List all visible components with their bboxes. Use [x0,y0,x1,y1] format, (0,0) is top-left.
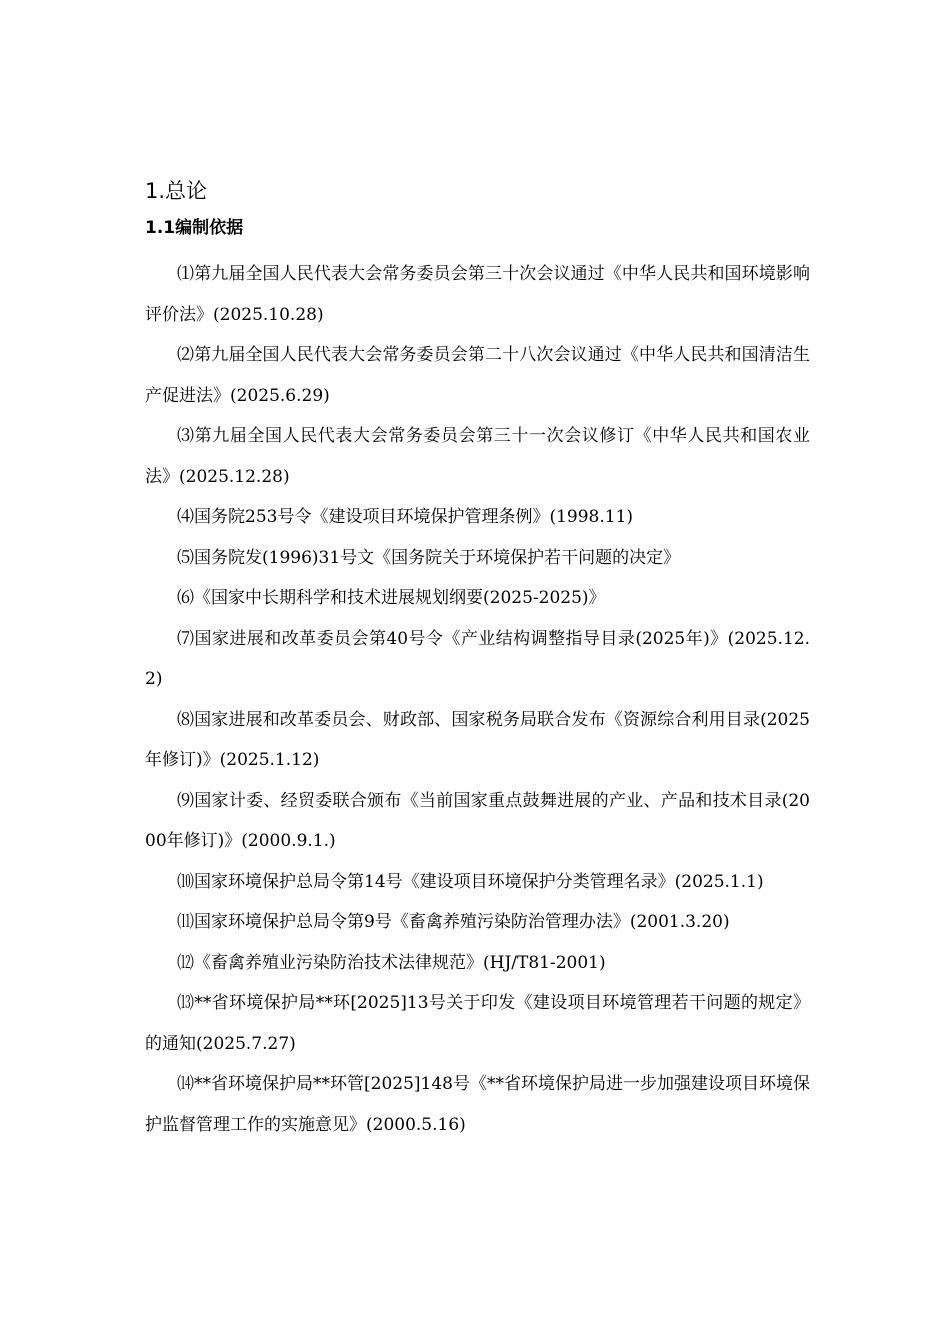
basis-item: ⒀**省环境保护局**环[2025]13号关于印发《建设项目环境管理若干问题的规定》的通知(2025.7.27) [145,993,810,1054]
basis-item: ⒁**省环境保护局**环管[2025]148号《**省环境保护局进一步加强建设项目环境保护监督管理工作的实施意见》(2000.5.16) [145,1074,810,1135]
subsection-heading: 1.1编制依据 [145,218,244,238]
section-heading: 1.总论 [145,179,208,203]
basis-item: ⑿《畜禽养殖业污染防治技术法律规范》(HJ/T81-2001) [177,952,606,973]
basis-item: ⑾国家环境保护总局令第9号《畜禽养殖污染防治管理办法》(2001.3.20) [177,912,730,932]
basis-item: ⑷国务院253号令《建设项目环境保护管理条例》(1998.11) [177,507,634,527]
basis-item: ⑻国家进展和改革委员会、财政部、国家税务局联合发布《资源综合利用目录(2025年修订)》(2025.1.12) [145,709,810,770]
basis-item: ⑴第九届全国人民代表大会常务委员会第三十次会议通过《中华人民共和国环境影响评价法》(2025.10.28) [145,264,810,325]
basis-item: ⑼国家计委、经贸委联合颁布《当前国家重点鼓舞进展的产业、产品和技术目录(2000年修订)》(2000.9.1.) [145,790,810,851]
basis-item: ⑽国家环境保护总局令第14号《建设项目环境保护分类管理名录》(2025.1.1) [177,871,764,892]
basis-item: ⑸国务院发(1996)31号文《国务院关于环境保护若干问题的决定》 [177,547,681,568]
basis-item: ⑹《国家中长期科学和技术进展规划纲要(2025-2025)》 [177,588,606,608]
basis-item: ⑺国家进展和改革委员会第40号令《产业结构调整指导目录(2025年)》(2025.12.2) [145,628,810,689]
basis-item: ⑵第九届全国人民代表大会常务委员会第二十八次会议通过《中华人民共和国清洁生产促进法》(2025.6.29) [145,345,810,406]
basis-item: ⑶第九届全国人民代表大会常务委员会第三十一次会议修订《中华人民共和国农业法》(2025.12.28) [145,426,810,487]
document-page [145,176,810,1145]
